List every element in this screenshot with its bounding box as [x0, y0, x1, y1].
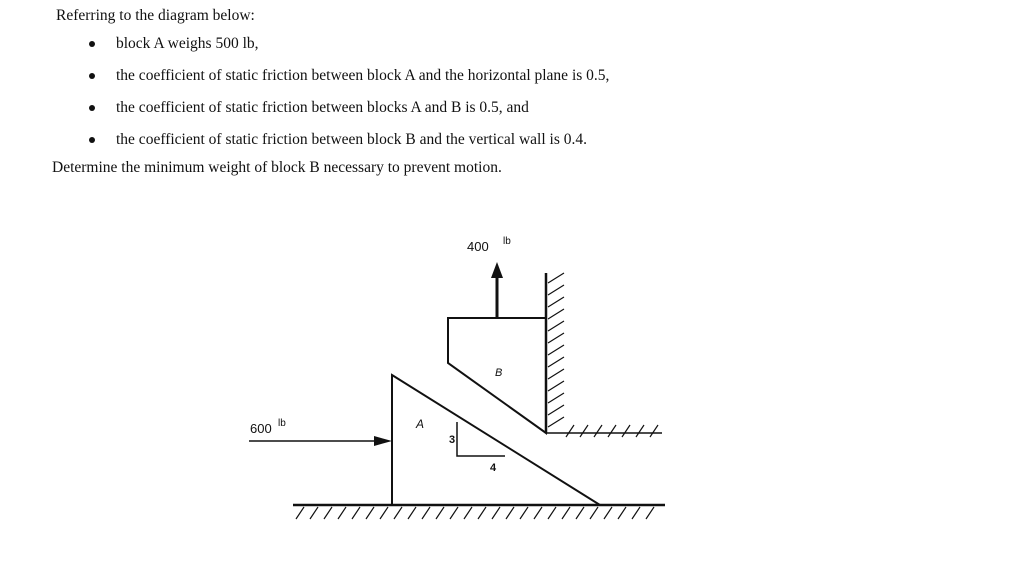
- horizontal-force-arrow: [249, 436, 392, 446]
- problem-statement: [52, 6, 956, 178]
- ground: [293, 505, 665, 519]
- condition-text: the coefficient of static friction between block B and the vertical wall is 0.4.: [116, 131, 588, 148]
- condition-item: [56, 66, 956, 86]
- upward-force-unit: lb: [503, 236, 511, 247]
- upward-force-value: 400: [467, 239, 489, 254]
- bullet-icon: [89, 105, 95, 111]
- condition-text: block A weighs 500 lb,: [116, 35, 259, 52]
- conditions-list: [56, 34, 956, 150]
- horizontal-force-unit: lb: [278, 418, 286, 429]
- block-a: [392, 375, 600, 505]
- slope-triangle: [457, 422, 505, 456]
- bullet-icon: [89, 73, 95, 79]
- horizontal-force-value: 600: [250, 421, 272, 436]
- block-b: [448, 318, 546, 433]
- condition-item: [56, 130, 956, 150]
- condition-item: [56, 98, 956, 118]
- problem-question: Determine the minimum weight of block B necessary to prevent motion.: [52, 159, 502, 176]
- bullet-icon: [89, 41, 95, 47]
- block-a-label: A: [416, 417, 425, 431]
- problem-intro: Referring to the diagram below:: [56, 7, 255, 24]
- condition-item: [56, 34, 956, 54]
- bullet-icon: [89, 137, 95, 143]
- slope-run-label: 4: [490, 462, 497, 474]
- block-b-label: B: [495, 367, 503, 379]
- upward-force-arrow: [491, 262, 503, 318]
- slope-rise-label: 3: [449, 434, 456, 446]
- condition-text: the coefficient of static friction between blocks A and B is 0.5, and: [116, 99, 529, 116]
- vertical-wall: [546, 273, 662, 437]
- condition-text: the coefficient of static friction between block A and the horizontal plane is 0.5,: [116, 67, 610, 84]
